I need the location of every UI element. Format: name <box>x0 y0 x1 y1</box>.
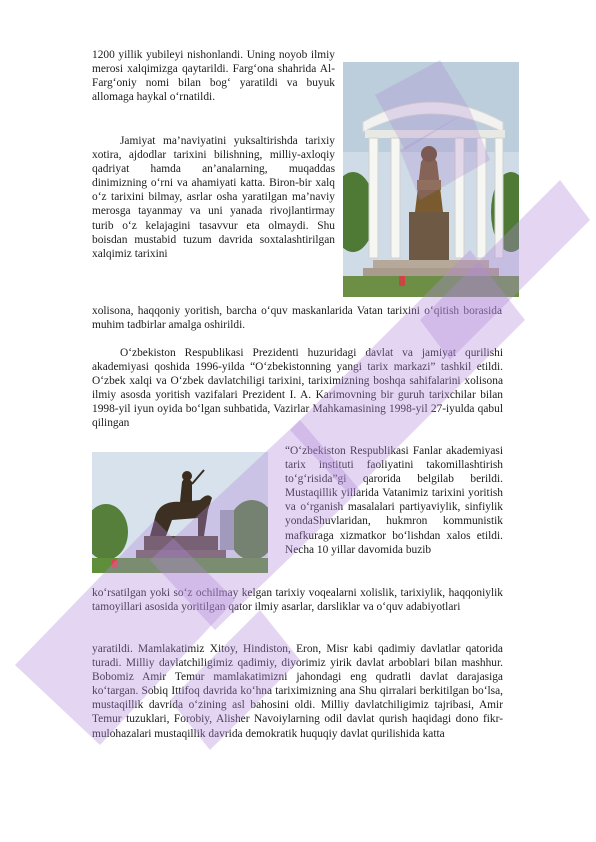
paragraph-3-top: O‘zbekiston Respublikasi Prezidenti huzuridagi davlat va jamiyat qurilishi akademiyasi qoshida 1996-yilda “O‘zbekistonning yangi tarix markazi” tashkil etildi. O‘zbek xalqi va O‘zbek davlatchiligi tarixini, tariximizning boshqa sahifalarini xolisona ilmiy asosda yoritish vazifalari Prezident I. A. Karimovning bir guruh tarixchilar bilan 1998-yil iyun oyida bo‘lgan suhbatida, Vazirlar Mahkamasining 1998-yil 27-iyulda qabul qilingan <box>92 347 503 430</box>
equestrian-statue-icon <box>92 452 268 573</box>
paragraph-3-side: “O‘zbekiston Respublikasi Fanlar akademiyasi tarix instituti faoliyatini takomillashtirish to‘g‘risida”gi qarorida belgilab berildi. Mustaqillik yillarida Vatanimiz tarixini yoritish va o‘rganish masalalari partiyaviylik, sinfiylik yondaShuvlaridan, hukmron kommunistik mafkuraga xizmatkor bo‘lishdan xalos etildi. Necha 10 yillar davomida buzib <box>285 445 503 556</box>
paragraph-1: 1200 yillik yubileyi nishonlandi. Uning noyob ilmiy merosi xalqimizga qaytarildi. Farg‘ona shahrida Al-Farg‘oniy nomi bilan bog‘ yaratildi va buyuk allomaga haykal o‘rnatildi. <box>92 49 335 104</box>
paragraph-3-bottom: ko‘rsatilgan yoki so‘z ochilmay kelgan tarixiy voqealarni xolislik, tarixiylik, haqqoniylik tamoyillari asosida yoritilgan qator ilmiy asarlar, darsliklar va o‘quv adabiyotlari <box>92 587 503 614</box>
paragraph-2-bottom: xolisona, haqqoniy yoritish, barcha o‘quv maskanlarida Vatan tarixini o‘qitish borasida muhim tadbirlar amalga oshirildi. <box>92 305 502 332</box>
paragraph-2-top: Jamiyat ma’naviyatini yuksaltirishda tarixiy xotira, ajdodlar tarixini bilishning, milliy-axloqiy qadriyat hamda an’analarning, muqaddas dinimizning o‘rni va ahamiyati katta. Biron-bir xalq o‘z tarixini bilmay, asrlar osha yaratilgan ma’naviy merosga tayanmay va uni yanada rivojlantirmay turib o‘z kelajagini tasavvur eta olmaydi. Shu boisdan mustabid tuzum davrida soxtalashtirilgan xalqimiz tarixini <box>92 135 335 260</box>
equestrian-statue-photo <box>92 452 268 573</box>
statue-colonnade-photo <box>343 62 519 297</box>
statue-with-colonnade-icon <box>343 62 519 297</box>
paragraph-4: yaratildi. Mamlakatimiz Xitoy, Hindiston, Eron, Misr kabi qadimiy davlatlar qatorida turadi. Milliy davlatchiligimiz qadimiy, diyorimiz yirik davlat arboblari bilan mashhur. Bobomiz Amir Temur mamlakatimizni jahondagi eng qudratli davlat darajasiga ko‘targan. Sobiq Ittifoq davrida ko‘hna tariximizning ana Shu qirralari berkitilgan bo‘lsa, mustaqillik davrida o‘zining asl bahosini oldi. Milliy davlatchiligimiz tajribasi, Amir Temur tuzuklari, Forobiy, Alisher Navoiylarning odil davlat qurish haqidagi dono fikr-mulohazalari mustaqillik davrida demokratik huquqiy davlat qurilishida katta <box>92 643 503 740</box>
